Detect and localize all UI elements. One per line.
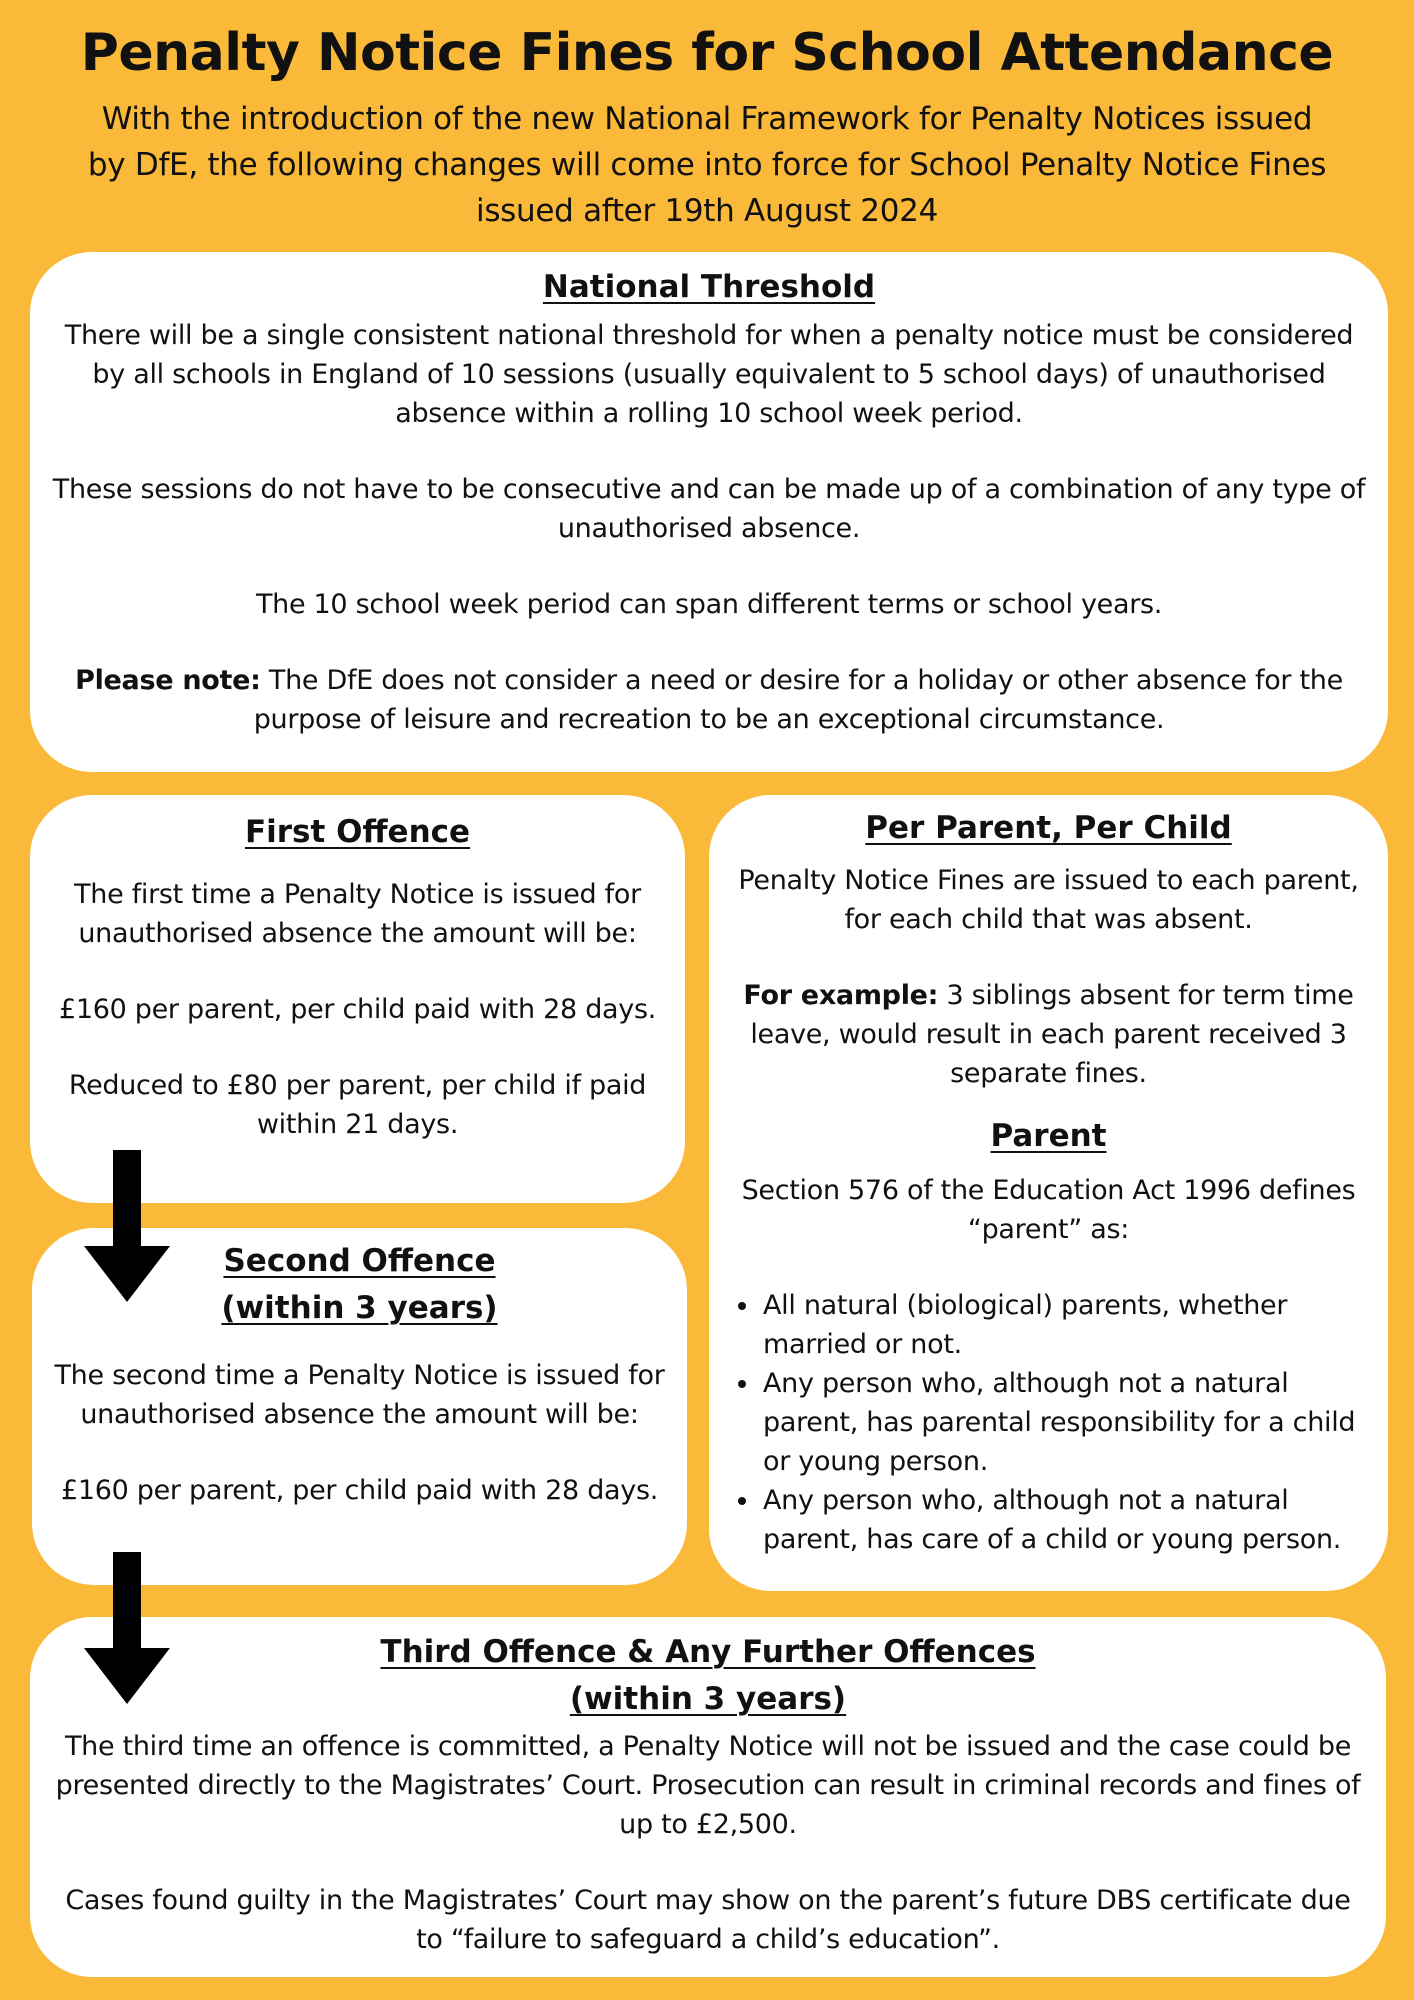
per-parent-card [709,795,1388,1591]
example-label: For example: [743,980,939,1011]
national-threshold-para-2: These sessions do not have to be consecutive and can be made up of a combination of any type of unauthorised absence. [52,474,1366,544]
arrow-down-icon [84,1552,170,1704]
list-item: • Any person who, although not a natural parent, has care of a child or young person. [761,1481,1374,1559]
first-offence-card [30,795,685,1203]
note-text: The DfE does not consider a need or desire for a holiday or other absence for the purpose of leisure and recreation to be an exceptional circumstance. [253,665,1343,735]
second-offence-heading-line-2: (within 3 years) [221,1290,498,1326]
second-offence-para-2: £160 per parent, per child paid with 28 days. [60,1475,659,1506]
third-offence-heading-line-2: (within 3 years) [569,1681,847,1717]
national-threshold-heading: National Threshold [542,269,876,305]
per-parent-heading: Per Parent, Per Child [865,810,1232,846]
national-threshold-para-3: The 10 school week period can span different terms or school years. [255,589,1163,620]
first-offence-para-1: The first time a Penalty Notice is issued for unauthorised absence the amount will be: [74,879,641,949]
page-title: Penalty Notice Fines for School Attendance [80,23,1334,83]
arrow-down-icon [84,1150,170,1302]
national-threshold-note [52,661,1366,739]
list-item: • All natural (biological) parents, whether married or not. [761,1286,1374,1364]
third-offence-heading-line-1: Third Offence & Any Further Offences [380,1634,1036,1670]
parent-definition-list [723,1286,1374,1559]
national-threshold-card [30,252,1388,772]
second-offence-heading-line-1: Second Offence [223,1243,496,1279]
first-offence-para-2: £160 per parent, per child paid with 28 days. [58,994,657,1025]
page-subtitle: With the introduction of the new National Framework for Penalty Notices issued by DfE, the following changes will come into force for School Penalty Notice Fines issued after 19th August 2024 [87,101,1327,229]
third-offence-para-2: Cases found guilty in the Magistrates’ Court may show on the parent’s future DBS certificate due to “failure to safeguard a child’s education”. [65,1885,1351,1955]
third-offence-card [30,1617,1386,1977]
first-offence-para-3: Reduced to £80 per parent, per child if paid within 21 days. [68,1070,647,1140]
per-parent-para-1: Penalty Notice Fines are issued to each parent, for each child that was absent. [738,865,1359,935]
example-text: 3 siblings absent for term time leave, would result in each parent received 3 separate fines. [750,980,1354,1089]
note-label: Please note: [75,665,261,696]
per-parent-example [723,976,1374,1093]
parent-intro: Section 576 of the Education Act 1996 defines “parent” as: [741,1175,1356,1245]
second-offence-para-1: The second time a Penalty Notice is issued for unauthorised absence the amount will be: [54,1360,665,1430]
first-offence-heading: First Offence [244,814,471,850]
third-offence-para-1: The third time an offence is committed, a Penalty Notice will not be issued and the case could be presented directly to the Magistrates’ Court. Prosecution can result in criminal records and fines of up to £2,500. [55,1731,1361,1840]
national-threshold-para-1: There will be a single consistent national threshold for when a penalty notice must be considered by all schools in England of 10 sessions (usually equivalent to 5 school days) of unauthorised absence within a rolling 10 school week period. [64,320,1354,429]
parent-heading: Parent [990,1118,1107,1154]
third-offence-heading [54,1629,1362,1723]
list-item: • Any person who, although not a natural parent, has parental responsibility for a child or young person. [761,1364,1374,1481]
